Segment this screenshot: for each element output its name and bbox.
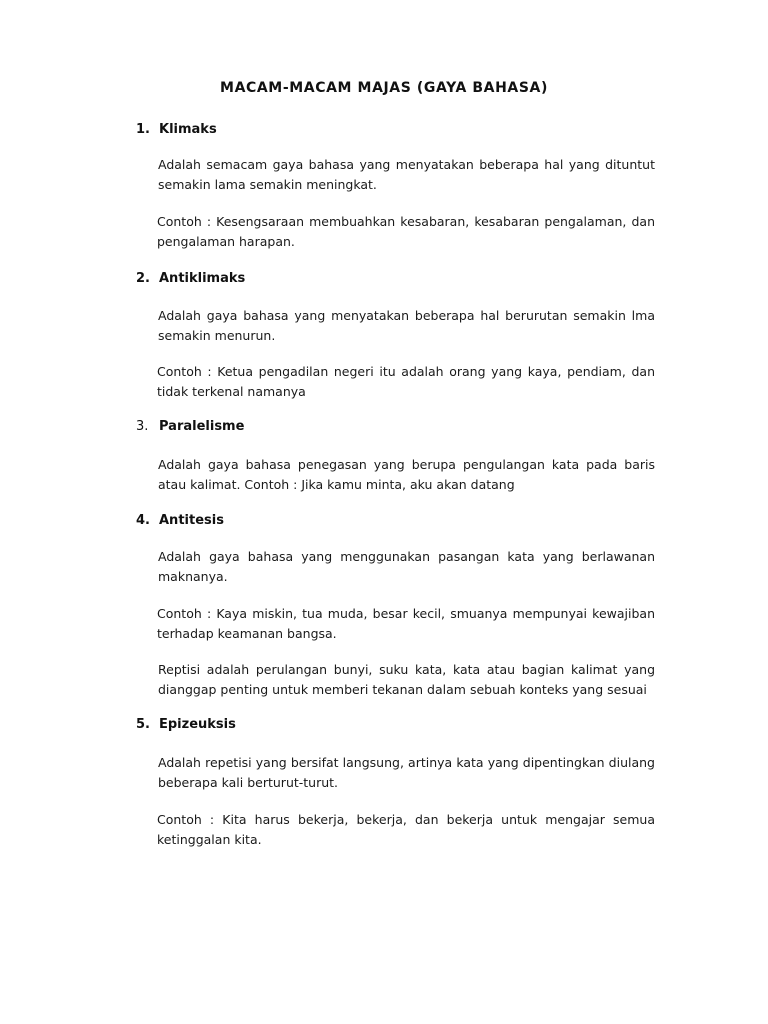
section-example: Contoh : Kita harus bekerja, bekerja, dan bekerja untuk mengajar semua ketinggalan kita. bbox=[157, 812, 655, 847]
section-number: 3. bbox=[136, 419, 149, 434]
section-paragraph: Adalah gaya bahasa yang menyatakan beberapa hal berurutan semakin lma semakin menurun. bbox=[158, 308, 655, 343]
section-heading-epizeuksis bbox=[136, 717, 236, 732]
section-number: 1. bbox=[136, 122, 150, 137]
section-title: Antiklimaks bbox=[159, 271, 246, 286]
section-number: 4. bbox=[136, 513, 150, 528]
section-heading-antiklimaks bbox=[136, 271, 245, 286]
section-paragraph: Adalah semacam gaya bahasa yang menyatakan beberapa hal yang dituntut semakin lama semakin meningkat. bbox=[158, 157, 655, 192]
section-paragraph: Adalah gaya bahasa yang menggunakan pasangan kata yang berlawanan maknanya. bbox=[158, 549, 655, 584]
section-title: Klimaks bbox=[159, 122, 217, 137]
section-title: Epizeuksis bbox=[159, 717, 236, 732]
section-heading-klimaks bbox=[136, 122, 217, 137]
section-example: Contoh : Ketua pengadilan negeri itu adalah orang yang kaya, pendiam, dan tidak terkenal namanya bbox=[157, 364, 655, 399]
section-title: Antitesis bbox=[159, 513, 224, 528]
section-paragraph: Adalah repetisi yang bersifat langsung, artinya kata yang dipentingkan diulang beberapa kali berturut-turut. bbox=[158, 755, 655, 790]
section-example: Contoh : Kaya miskin, tua muda, besar kecil, smuanya mempunyai kewajiban terhadap keamanan bangsa. bbox=[157, 606, 655, 641]
section-title: Paralelisme bbox=[159, 419, 245, 434]
section-note: Reptisi adalah perulangan bunyi, suku kata, kata atau bagian kalimat yang dianggap penting untuk memberi tekanan dalam sebuah konteks yang sesuai bbox=[158, 662, 655, 697]
section-example: Contoh : Kesengsaraan membuahkan kesabaran, kesabaran pengalaman, dan pengalaman harapan. bbox=[157, 214, 655, 249]
section-number: 2. bbox=[136, 271, 150, 286]
page-title: MACAM-MACAM MAJAS (GAYA BAHASA) bbox=[220, 80, 548, 96]
section-number: 5. bbox=[136, 717, 150, 732]
section-heading-antitesis bbox=[136, 513, 224, 528]
section-paragraph: Adalah gaya bahasa penegasan yang berupa pengulangan kata pada baris atau kalimat. Contoh : Jika kamu minta, aku akan datang bbox=[158, 457, 655, 492]
section-heading-paralelisme bbox=[136, 419, 244, 434]
